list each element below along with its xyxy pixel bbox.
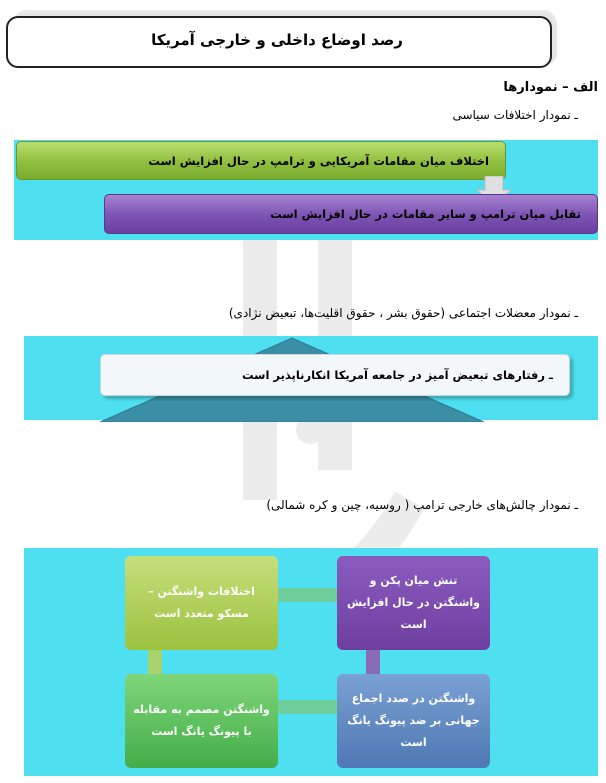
connector-top <box>270 588 340 602</box>
section-heading: الف – نمودارها <box>503 80 598 95</box>
challenge-moscow-text: اختلافات واشنگتن – مسکو متعدد است <box>148 585 255 620</box>
political-diff-bar-1 <box>16 141 506 180</box>
challenge-consensus-tile <box>337 674 490 768</box>
page-title: رصد اوضاع داخلی و خارجی آمریکا <box>151 31 403 49</box>
connector-bottom <box>270 700 340 714</box>
social-issue-text: ـ رفتارهای تبعیض آمیز در جامعه آمریکا انکارناپذیر است <box>241 368 553 382</box>
social-issue-box <box>100 354 570 396</box>
challenge-beijing-tile <box>337 556 490 650</box>
challenge-pyongyang-text: واشنگتن مصمم به مقابله با پیونگ یانگ است <box>133 703 270 738</box>
challenge-consensus-text: واشنگتن در صدد اجماع جهانی بر ضد پیونگ یانگ است <box>347 692 480 749</box>
diagram-3-caption: ـ نمودار چالش‌های خارجی ترامپ ( روسیه، چین و کره شمالی) <box>266 498 578 512</box>
challenge-moscow-tile <box>125 556 278 650</box>
diagram-3-band <box>24 548 598 776</box>
diagram-2-caption: ـ نمودار معضلات اجتماعی (حقوق بشر ، حقوق اقلیت‌ها، تبعیض نژادی) <box>228 306 578 320</box>
diagram-1-caption: ـ نمودار اختلافات سیاسی <box>452 108 578 122</box>
political-diff-text-2: تقابل میان ترامپ و سایر مقامات در حال افزایش است <box>270 207 581 221</box>
challenge-beijing-text: تنش میان پکن و واشنگتن در حال افزایش است <box>346 574 481 631</box>
challenge-pyongyang-tile <box>125 674 278 768</box>
political-diff-text-1: اختلاف میان مقامات آمریکایی و ترامپ در حال افزایش است <box>148 153 489 168</box>
political-diff-bar-2 <box>104 194 598 234</box>
